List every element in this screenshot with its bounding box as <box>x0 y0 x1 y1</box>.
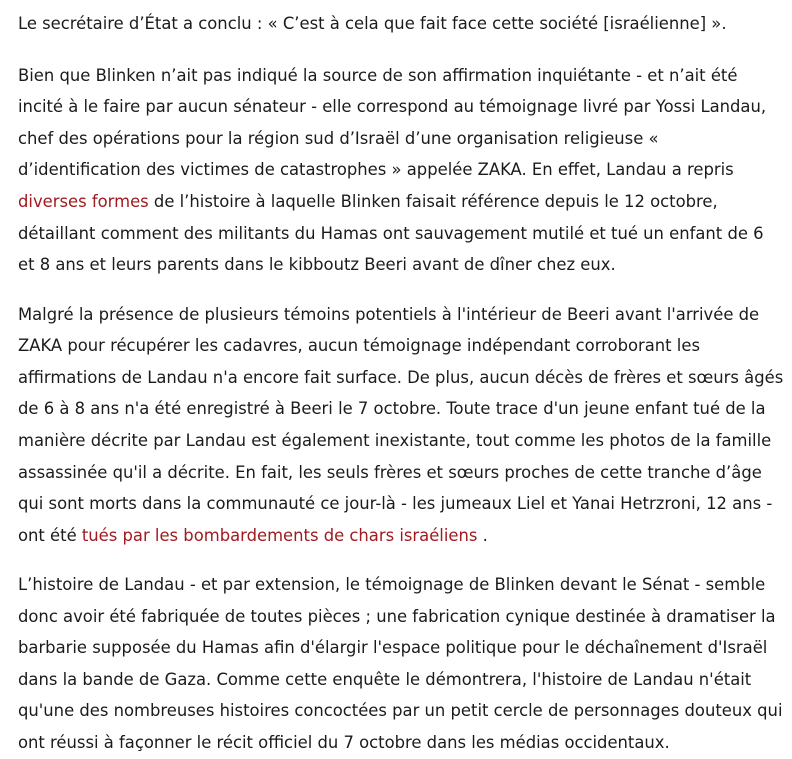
paragraph-3 <box>18 299 784 552</box>
paragraph-2-text-end: de l’histoire à laquelle Blinken faisait référence depuis le 12 octobre, détaillant comment des militants du Hamas ont sauvagement mutilé et tué un enfant de 6 et 8 ans et leurs parents dans le kibboutz Beeri avant de dîner chez eux. <box>18 191 764 275</box>
article-body <box>0 8 792 759</box>
paragraph-3-text-start: Malgré la présence de plusieurs témoins potentiels à l'intérieur de Beeri avant l'arrivée de ZAKA pour récupérer les cadavres, aucun témoignage indépendant corroborant les affirmations de Landau n'a encore fait surface. De plus, aucun décès de frères et sœurs âgés de 6 à 8 ans n'a été enregistré à Beeri le 7 octobre. Toute trace d'un jeune enfant tué de la manière décrite par Landau est également inexistante, tout comme les photos de la famille assassinée qu'il a décrite. En fait, les seuls frères et sœurs proches de cette tranche d’âge qui sont morts dans la communauté ce jour-là - les jumeaux Liel et Yanai Hetrzroni, 12 ans - ont été <box>18 304 784 545</box>
paragraph-2-text-start: Bien que Blinken n’ait pas indiqué la source de son affirmation inquiétante - et n’ait été incité à le faire par aucun sénateur - elle correspond au témoignage livré par Yossi Landau, chef des opérations pour la région sud d’Israël d’une organisation religieuse « d’identification des victimes de catastrophes » appelée ZAKA. En effet, Landau a repris <box>18 65 767 180</box>
paragraph-1: Le secrétaire d’État a conclu : « C’est à cela que fait face cette société [israélienne] ». <box>18 14 727 33</box>
paragraph-2 <box>18 60 784 281</box>
paragraph-3-text-end: . <box>477 525 488 545</box>
link-tank-shelling[interactable]: tués par les bombardements de chars israéliens <box>81 525 478 545</box>
paragraph-4: L’histoire de Landau - et par extension, le témoignage de Blinken devant le Sénat - semble donc avoir été fabriquée de toutes pièces ; une fabrication cynique destinée à dramatiser la barbarie supposée du Hamas afin d'élargir l'espace politique pour le déchaînement d'Israël dans la bande de Gaza. Comme cette enquête le démontrera, l'histoire de Landau n'était qu'une des nombreuses histoires concoctées par un petit cercle de personnages douteux qui ont réussi à façonner le récit officiel du 7 octobre dans les médias occidentaux. <box>18 575 783 753</box>
link-diverses-formes[interactable]: diverses formes <box>18 191 149 211</box>
